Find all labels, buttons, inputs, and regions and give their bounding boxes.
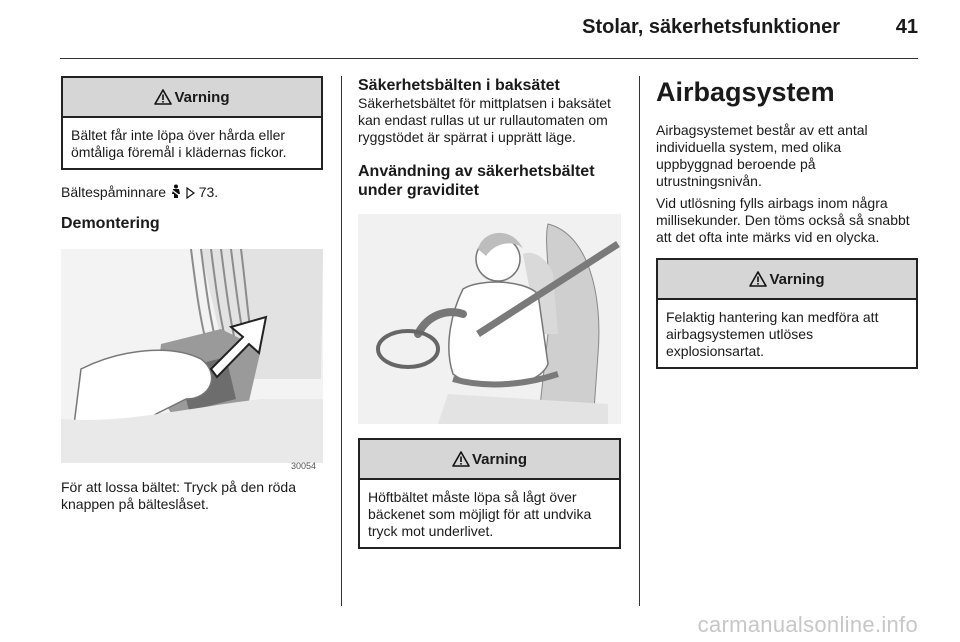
reminder-line — [61, 184, 323, 201]
column-right — [656, 76, 918, 369]
warning-header — [63, 78, 321, 118]
warning-header — [658, 260, 916, 300]
section-title-pregnancy: Användning av säkerhetsbältet under graviditet — [358, 163, 595, 199]
watermark: carmanualsonline.info — [697, 612, 918, 637]
warning-text: Höftbältet måste löpa så lågt över bäckenet som möjligt för att undvika tryck mot underlivet. — [368, 489, 592, 539]
airbag-paragraph-2: Vid utlösning fylls airbags inom några millisekunder. Den töms också så snabbt att det ofta inte märks vid en olycka. — [656, 195, 910, 245]
chapter-title: Stolar, säkerhetsfunktioner — [582, 16, 840, 38]
column-divider — [341, 76, 342, 606]
airbag-paragraph-1: Airbagsystemet består av ett antal individuella system, med olika uppbyggnad beroende på utrustningsnivån. — [656, 122, 868, 189]
reminder-label: Bältespåminnare — [61, 184, 167, 200]
warning-box — [656, 258, 918, 369]
warning-header — [360, 440, 619, 480]
column-middle — [358, 76, 621, 549]
warning-triangle-icon — [154, 89, 172, 105]
seatbelt-reminder-icon — [170, 184, 182, 199]
page-reference-arrow-icon — [186, 187, 195, 199]
rear-belts-text: Säkerhetsbältet för mittplatsen i baksätet kan endast rullas ut ur rullautomaten om ryggstödet är spärrat i upprätt läge. — [358, 95, 611, 145]
warning-label: Varning — [471, 450, 527, 468]
warning-triangle-icon — [452, 451, 470, 467]
buckle-release-illustration — [61, 249, 323, 463]
warning-label: Varning — [174, 88, 230, 106]
warning-box — [61, 76, 323, 170]
column-left — [61, 76, 323, 513]
warning-triangle-icon — [749, 271, 767, 287]
warning-label: Varning — [769, 270, 825, 288]
column-divider — [639, 76, 640, 606]
section-title-rear-belts: Säkerhetsbälten i baksätet — [358, 77, 560, 94]
section-title-demontering: Demontering — [61, 215, 160, 232]
warning-text: Felaktig hantering kan medföra att airbagsystemen utlöses explosionsartat. — [666, 309, 879, 359]
warning-box — [358, 438, 621, 549]
pregnancy-belt-illustration — [358, 214, 621, 424]
figure-number: 30054 — [291, 461, 317, 471]
warning-text: Bältet får inte löpa över hårda eller ömtåliga föremål i klädernas fickor. — [71, 127, 287, 160]
header-divider — [60, 58, 918, 59]
reminder-page-ref: 73. — [198, 184, 219, 200]
page-number: 41 — [895, 16, 918, 38]
section-title-airbag: Airbagsystem — [656, 77, 835, 107]
figure-caption: För att lossa bältet: Tryck på den röda knappen på bälteslåset. — [61, 479, 297, 512]
